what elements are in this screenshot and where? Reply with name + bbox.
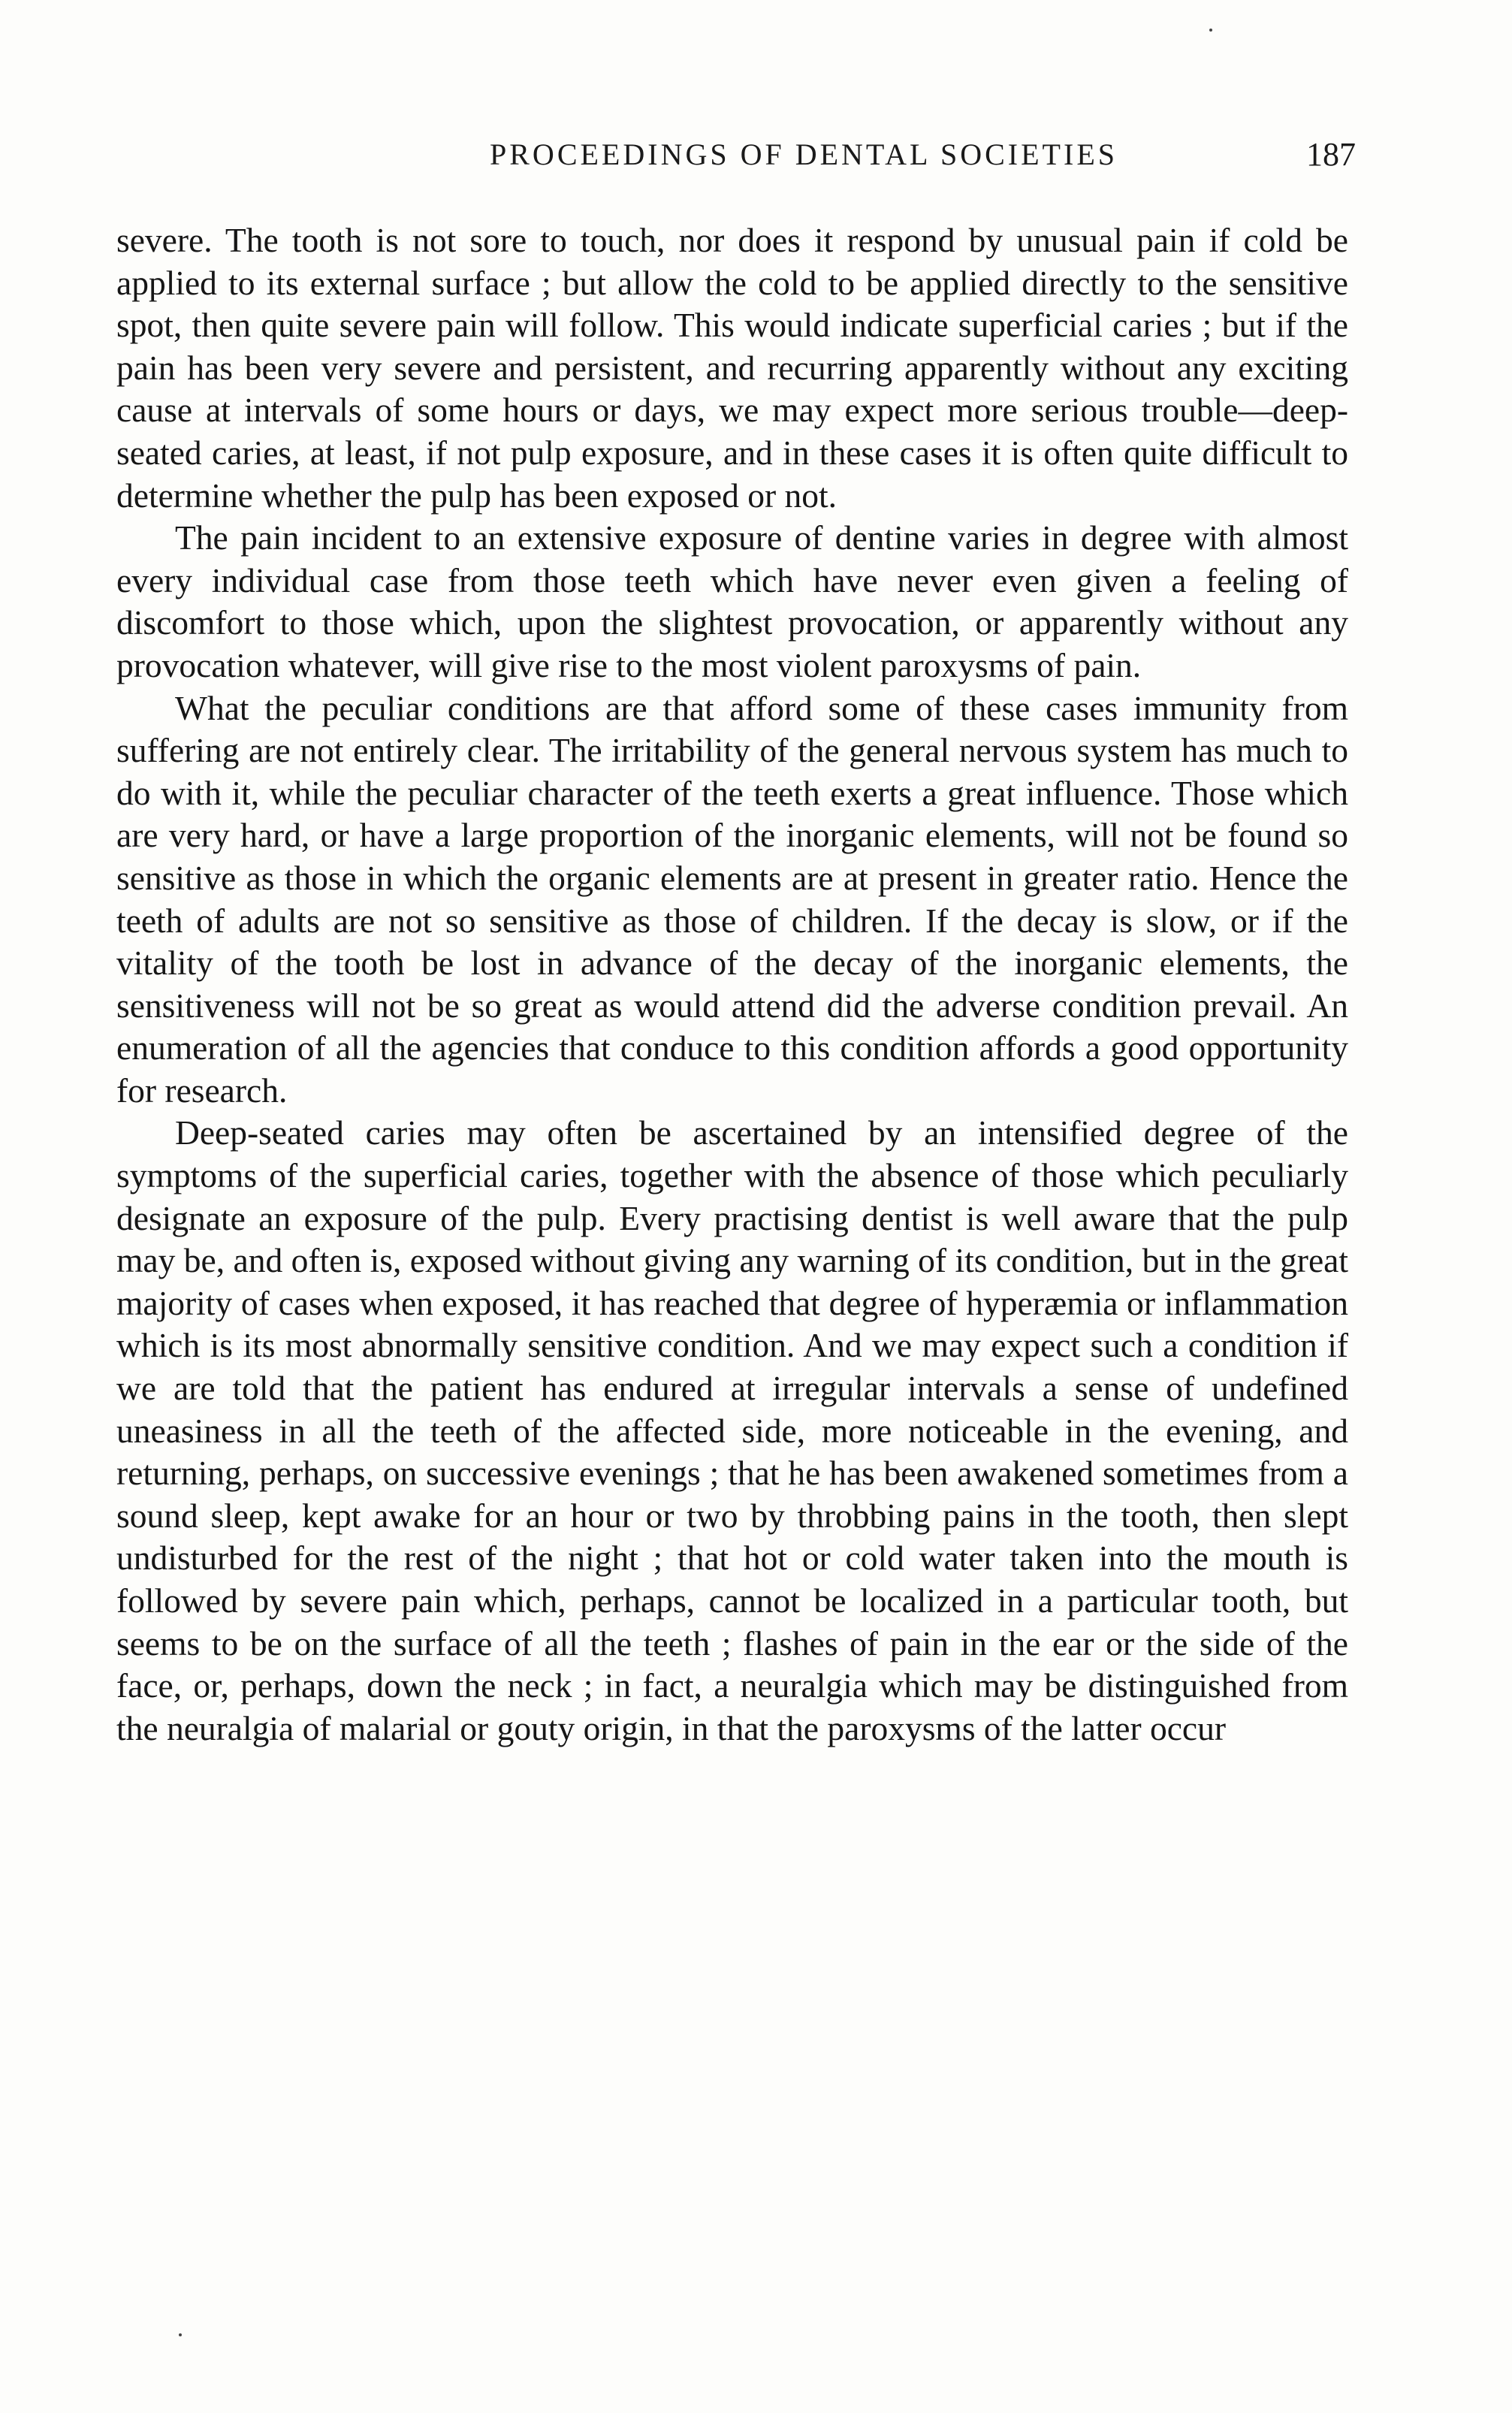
paragraph: What the peculiar conditions are that afford some of these cases immunity from suffering are not entirely clear. The irritability of the general nervous system has much to do with it, while the peculiar character of the teeth exerts a great influence. Those which are very hard, or have a large proportion of the inorganic elements, will not be found so sensitive as those in which the organic elements are at present in greater ratio. Hence the teeth of adults are not so sensitive as those of children. If the decay is slow, or if the vitality of the tooth be lost in advance of the decay of the inorganic elements, the sensitiveness will not be so great as would attend did the adverse condition prevail. An enumeration of all the agencies that conduce to this condition affords a good opportunity for research. [116,688,1348,1110]
paragraph: severe. The tooth is not sore to touch, nor does it respond by unusual pain if cold be applied to its external surface ; but allow the cold to be applied directly to the sensitive spot, then quite severe pain will follow. This would indicate superficial caries ; but if the pain has been very severe and persistent, and recurring apparently without any exciting cause at intervals of some hours or days, we may expect more serious trouble—deep-seated caries, at least, if not pulp exposure, and in these cases it is often quite difficult to determine whether the pulp has been exposed or not. [116,221,1348,515]
paragraph: The pain incident to an extensive exposure of dentine varies in degree with almost every individual case from those teeth which have never even given a feeling of discomfort to those which, upon the slightest provocation, or apparently without any provocation whatever, will give rise to the most violent paroxysms of pain. [116,518,1348,684]
running-head [116,132,1356,177]
paragraph: Deep-seated caries may often be ascertained by an intensified degree of the symptoms of the superficial caries, together with the absence of those which peculiarly designate an exposure of the pulp. Every practising dentist is well aware that the pulp may be, and often is, exposed without giving any warning of its condition, but in the great majority of cases when exposed, it has reached that degree of hyperæmia or inflammation which is its most abnormally sensitive condition. And we may expect such a condition if we are told that the patient has endured at irregular intervals a sense of undefined uneasiness in all the teeth of the affected side, more noticeable in the evening, and returning, perhaps, on successive evenings ; that he has been awakened sometimes from a sound sleep, kept awake for an hour or two by throbbing pains in the tooth, then slept undisturbed for the rest of the night ; that hot or cold water taken into the mouth is followed by severe pain which, perhaps, cannot be localized in a particular tooth, but seems to be on the surface of all the teeth ; flashes of pain in the ear or the side of the face, or, perhaps, down the neck ; in fact, a neuralgia which may be distinguished from the neuralgia of malarial or gouty origin, in that the paroxysms of the latter occur [116,1113,1348,1747]
body-text [116,219,1348,1750]
print-speck [179,2333,182,2336]
print-speck [1209,29,1212,32]
running-title: PROCEEDINGS OF DENTAL SOCIETIES [490,137,1118,171]
page-number: 187 [1306,136,1356,173]
